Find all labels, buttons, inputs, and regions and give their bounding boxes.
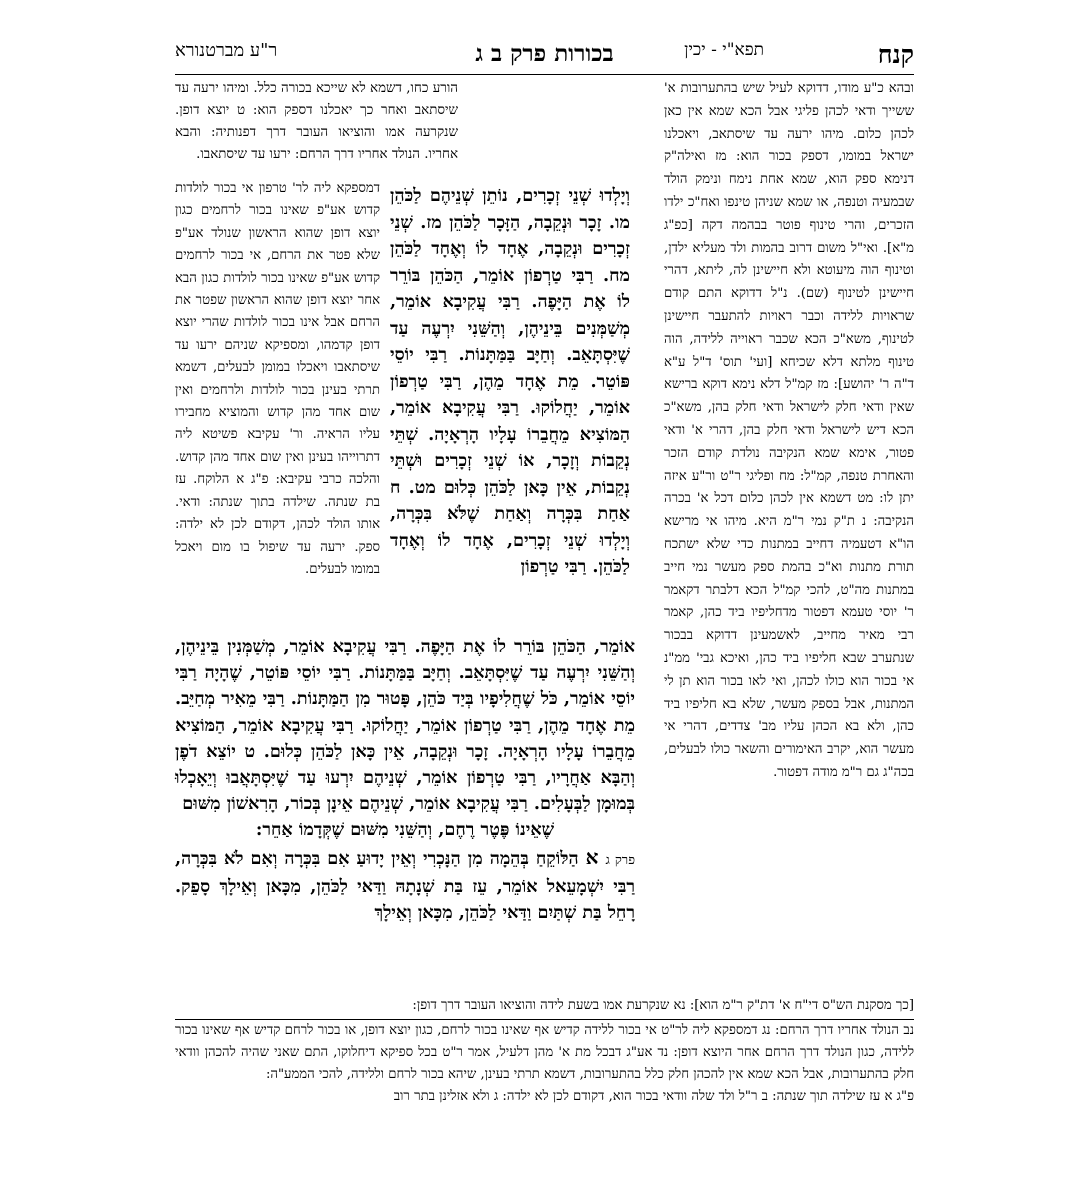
mishnah-chapter-end: שֶׁאֵינוֹ פֶּטֶר רֶחֶם, וְהַשֵּׁנִי מִשּׁוּם שֶׁקְּדָמוֹ אַחֵר: [255,819,555,841]
footnote-line-3: פ"ג א עז שילדה תוך שנתה: ב ר"ל ולד שלה וודאי בכור הוא, דקודם לכן לא ילדה: ג ולא אזלינן בתר רוב [393,1089,914,1104]
mishnah-upper-text: וְיָלְדוּ שְׁנֵי זְכָרִים, נוֹתֵן שְׁנֵיהֶם לַכֹּהֵן מו. זָכָר וּנְקֵבָה, הַזָּכָר לַכֹּהֵן מז. שְׁנֵי זְכָרִים וּנְקֵבָה, אֶחָד לוֹ וְאֶחָד לַכֹּהֵן מח. רַבִּי טַרְפוֹן אוֹמֵר, הַכֹּהֵן בּוֹרֵר לוֹ אֶת הַיָּפֶה. רַבִּי עֲקִיבָא אוֹמֵר, מְשַׁמְּנִים בֵּינֵיהֶן, וְהַשֵּׁנִי יִרְעֶה עַד שֶׁיִּסְתָּאֵב. וְחַיָּב בַּמַּתָּנוֹת. רַבִּי יוֹסֵי פּוֹטֵר. מֵת אֶחָד מֵהֶן, רַבִּי טַרְפוֹן אוֹמֵר, יַחֲלוֹקוּ. רַבִּי עֲקִיבָא אוֹמֵר, הַמּוֹצִיא מֵחֲבֵרוֹ עָלָיו הָרְאָיָה. שְׁתֵּי נְקֵבוֹת וְזָכָר, אוֹ שְׁנֵי זְכָרִים וּשְׁתֵּי נְקֵבוֹת, אֵין כָּאן לַכֹּהֵן כְּלוּם מט. ח אַחַת בִּכְּרָה וְאַחַת שֶׁלֹּא בִּכְּרָה, וְיָלְדוּ שְׁנֵי זְכָרִים, אֶחָד לוֹ וְאֶחָד לַכֹּהֵן. רַבִּי טַרְפוֹן [390,185,630,577]
bartenura-column-lower [175,178,380,581]
bartenura-lower-text: דמספקא ליה לר' טרפון אי בכור לולדות קדוש אע"פ שאינו בכור לרחמים כגון יוצא דופן שהוא הראשון שנולד אע"פ שלא פטר את הרחם, אי בכור לרחמים קדוש אע"פ שאינו בכור לולדות כגון הבא אחר יוצא דופן שהוא הראשון שפטר את הרחם אבל אינו בכור לולדות שהרי יוצא דופן קדמהו, ומספיקא שניהם ירעו עד שיסתאבו ויאכלו במומן לבעלים, דשמא תרתי בעינן בכור לולדות ולרחמים ואין שום אחד מהן קדוש והמוציא מחבירו עליו הראיה. ור' עקיבא פשיטא ליה דתרוייהו בעינן ואין שום אחד מהן קדוש. והלכה כרבי עקיבא: פ"ג א הלוקח. עז בת שנתה. שילדה בתוך שנתה: ודאי. אותו הולד לכהן, דקודם לכן לא ילדה: ספק. ירעה עד שיפול בו מום ויאכל במומו לבעלים. [175,181,380,577]
mishnah-lower-text: אוֹמֵר, הַכֹּהֵן בּוֹרֵר לוֹ אֶת הַיָּפֶה. רַבִּי עֲקִיבָא אוֹמֵר, מְשַׁמְּנִין בֵּינֵיהֶן, וְהַשֵּׁנִי יִרְעֶה עַד שֶׁיִּסְתָּאֵב. וְחַיָּב בַּמַּתָּנוֹת. רַבִּי יוֹסֵי פּוֹטֵר, שֶׁהָיָה רַבִּי יוֹסֵי אוֹמֵר, כֹּל שֶׁחֲלִיפָיו בְּיַד כֹּהֵן, פָּטוּר מִן הַמַּתָּנוֹת. רַבִּי מֵאִיר מְחַיֵּב. מֵת אֶחָד מֵהֶן, רַבִּי טַרְפוֹן אוֹמֵר, יַחֲלוֹקוּ. רַבִּי עֲקִיבָא אוֹמֵר, הַמּוֹצִיא מֵחֲבֵרוֹ עָלָיו הָרְאָיָה. זָכָר וּנְקֵבָה, אֵין כָּאן לַכֹּהֵן כְּלוּם. ט יוֹצֵא דֹפֶן וְהַבָּא אַחֲרָיו, רַבִּי טַרְפוֹן אוֹמֵר, שְׁנֵיהֶם יִרְעוּ עַד שֶׁיִּסְתָּאֲבוּ וְיֵאָכְלוּ בְּמוּמָן לַבְּעָלִים. רַבִּי עֲקִיבָא אוֹמֵר, שְׁנֵיהֶם אֵינָן בְּכוֹר, הָרִאשׁוֹן מִשּׁוּם [175,636,635,815]
tiferet-text: ובהא כ"ע מודו, דדוקא לעיל שיש בהתערובות א' ששייך ודאי לכהן פליגי אבל הכא שמא אין כאן לכהן כלום. מיהו ירעה עד שיסתאב, ויאכלנו ישראל במומו, דספק בכור הוא: מז ואילה"ק דנימא ספק הוא, שמא אחת נימח ונימק הולד שבמעיה וטנפה, או שמא שניהן טינפו ואח"כ ילדו הזכרים, והרי טינוף פוטר בבהמה דקה [כפ"ג מ"א]. ואי"ל משום דרוב בהמות ולד מעליא ילדן, וטינוף הוה מיעוטא ולא חיישינן לה, ליתא, דהרי חיישינן לטינוף (שם). נ"ל דדוקא התם קודם שראויות ללידה וכבר ראויות להתעבר חיישינן לטינוף, משא"כ הכא שכבר ראוייה ללידה, הוה טינוף מלתא דלא שכיחא [ועי' תוס' ד"ל ע"א ד"ה ר' יהושע]: מז קמ"ל דלא נימא דוקא ברישא שאין ודאי חלק לישראל ודאי חלק בהן, משא"כ הכא דיש לישראל ודאי חלק בהן, דהרי א' ודאי פטור, אימא שמא הנקיבה נולדת קודם הזכר והאחרת טנפה, קמ"ל: מח ופליגי ר"ט ור"ע איזה יתן לו: מט דשמא אין לכהן כלום דכל א' בכרה הנקיבה: נ ת"ק נמי ר"מ היא. מיהו אי מרישא הו"א דטעמיה דחייב במתנות כדי שלא ישתכח תורת מתנות וא"כ בהמת ספק מעשר נמי חייב במתנות מה"ט, להכי קמ"ל הכא דלבתר דקאמר ר' יוסי טעמא דפטור מדחליפיו ביד כהן, קאמר רבי מאיר מחייב, לאשמעינן דדוקא בבכור שנתערב שבא חליפיו ביד כהן, ואיכא גבי' ממ"נ אי בכור הוא כולו לכהן, ואי לאו בכור הוא תן לי המתנות, אבל בספק מעשר, שלא בא חליפיו ביד כהן, ולא בא הכהן עליו מב' צדדים, דהרי אי מעשר הוא, יקרב האימורים והשאר כולו לבעלים, בכה"ג גם ר"מ מודה דפטור. [664,81,914,780]
tiferet-column [664,78,914,785]
bartenura-top-text: הורע כחו, דשמא לא שייכא בכורה כלל. ומיהו ירעה עד שיסתאב ואחר כך יאכלנו דספק הוא: ט יוצא דופן. שנקרעה אמו והוציאו העובר דרך דפנותיה: והבא אחריו. הנולד אחריו דרך הרחם: ירעו עד שיסתאבו. [175,81,458,162]
footnote-line-2: נב הנולד אחריו דרך הרחם: נג דמספקא ליה לר"ט אי בכור ללידה קדיש אף שאינו בכור לרחם, כגון יוצא דופן, או בכור לרחם קדיש אף שאינו בכור ללידה, כגון הנולד דרך הרחם אחר היוצא דופן: נד אע"ג דבכל מת א' מהן דלעיל, אמר ר"ט בכל ספיקא דיחלוקו, התם שאני שהיה להכהן וודאי חלק בהתערובות, אבל הכא שמא אין להכהן חלק כלל בהתערובות, דשמא תרתי בעינן, שיהא בכור לרחם וללידה, להכי הממע"ה: [175,1019,914,1086]
page-title: בכורות פרק ב ג [475,40,614,67]
perek-letter: א [585,844,599,869]
running-header [175,40,914,70]
footnotes [175,995,914,1108]
mishnah-text-upper [390,183,630,581]
mishnah-text-lower [175,634,635,926]
footnote-line-1: [כך מסקנת הש"ס די"ח א' דת"ק ר"מ הוא]: נא שנקרעת אמו בשעת לידה והוציאו העובר דרך דופן: [412,998,914,1013]
bartenura-header-label: ר"ע מברטנורא [175,40,278,61]
perek-marker: פרק ג [605,852,635,868]
tiferet-header-label: תפא"י - יכין [684,40,764,60]
page-number: קנח [877,40,914,69]
perek-text: הַלּוֹקֵחַ בְּהֵמָה מִן הַנָּכְרִי וְאֵין יָדוּעַ אִם בִּכְּרָה וְאִם לֹא בִּכְּרָה, רַבִּי יִשְׁמָעֵאל אוֹמֵר, עֵז בַּת שְׁנָתָהּ וַדַּאי לַכֹּהֵן, מִכָּאן וְאֵילָךְ סָפֵק. רָחֵל בַּת שְׁתַּיִם וַדַּאי לַכֹּהֵן, מִכָּאן וְאֵילָךְ [175,847,635,924]
bartenura-column-top [175,78,458,166]
header-rule [175,74,914,75]
